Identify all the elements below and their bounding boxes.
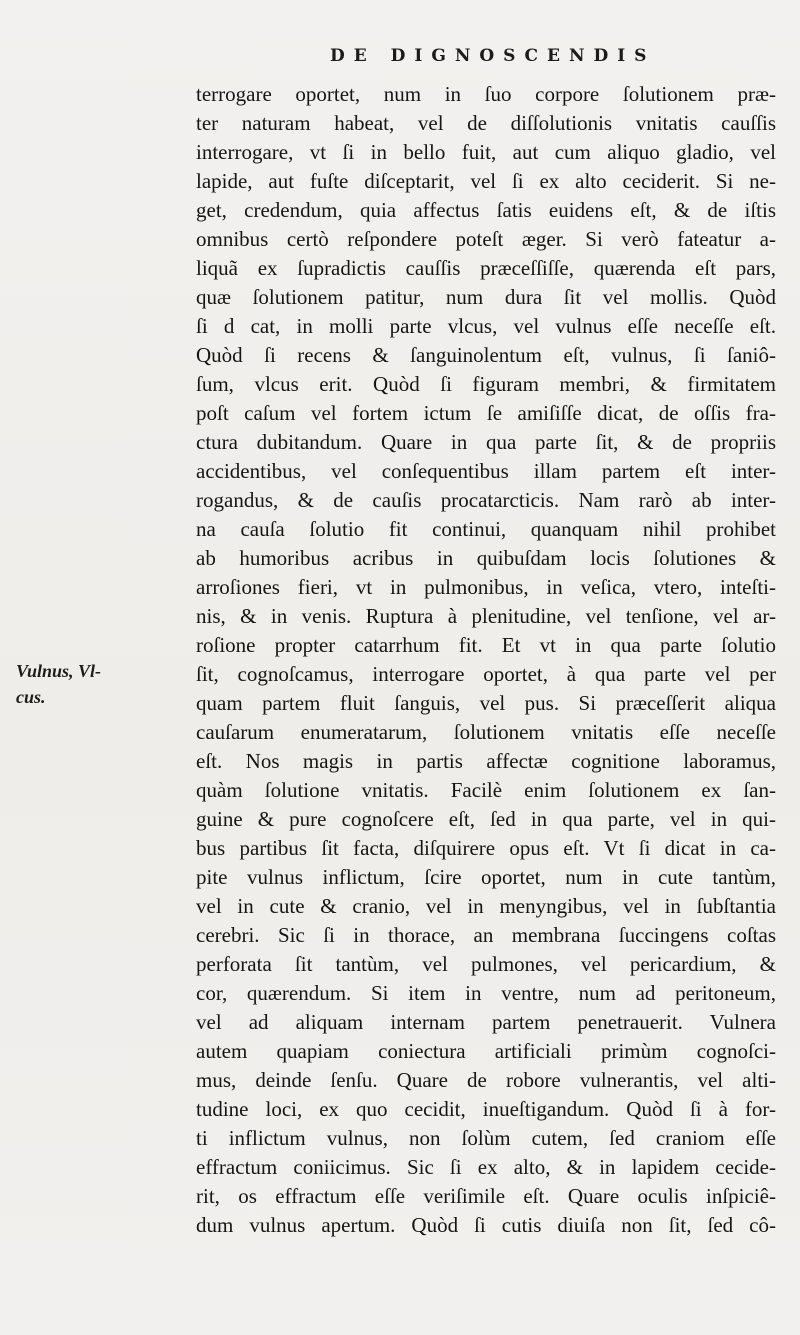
text-line: cauſarum enumeratarum, ſolutionem vnitatis eſſe neceſſe xyxy=(196,720,776,744)
text-line: effractum coniicimus. Sic ſi ex alto, & in lapidem cecide- xyxy=(196,1155,776,1179)
text-line: ti inflictum vulnus, non ſolùm cutem, ſed craniom eſſe xyxy=(196,1126,776,1150)
text-line: roſione propter catarrhum fit. Et vt in qua parte ſolutio xyxy=(196,633,776,657)
text-line: mus, deinde ſenſu. Quare de robore vulnerantis, vel alti- xyxy=(196,1068,776,1092)
text-line: nis, & in venis. Ruptura à plenitudine, vel tenſione, vel ar- xyxy=(196,604,776,628)
text-line: rogandus, & de cauſis procatarcticis. Nam rarò ab inter- xyxy=(196,488,776,512)
text-line: perforata ſit tantùm, vel pulmones, vel pericardium, & xyxy=(196,952,776,976)
margin-note xyxy=(16,658,136,710)
text-line: lapide, aut fuſte diſceptarit, vel ſi ex alto ceciderit. Si ne- xyxy=(196,169,776,193)
text-line: ſi d cat, in molli parte vlcus, vel vulnus eſſe neceſſe eſt. xyxy=(196,314,776,338)
text-line: eſt. Nos magis in partis affectæ cognitione laboramus, xyxy=(196,749,776,773)
text-line: liquã ex ſupradictis cauſſis præceſſiſſe, quærenda eſt pars, xyxy=(196,256,776,280)
text-line: rit, os effractum eſſe veriſimile eſt. Quare oculis inſpiciê- xyxy=(196,1184,776,1208)
text-line: cor, quærendum. Si item in ventre, num ad peritoneum, xyxy=(196,981,776,1005)
text-line: quæ ſolutionem patitur, num dura ſit vel mollis. Quòd xyxy=(196,285,776,309)
body-text xyxy=(196,80,776,1240)
text-line: dum vulnus apertum. Quòd ſi cutis diuiſa non ſit, ſed cô- xyxy=(196,1213,776,1237)
text-line: ſum, vlcus erit. Quòd ſi figuram membri, & firmitatem xyxy=(196,372,776,396)
text-line: quam partem fluit ſanguis, vel pus. Si præceſſerit aliqua xyxy=(196,691,776,715)
text-line: interrogare, vt ſi in bello fuit, aut cum aliquo gladio, vel xyxy=(196,140,776,164)
text-line: guine & pure cognoſcere eſt, ſed in qua parte, vel in qui- xyxy=(196,807,776,831)
text-line: bus partibus ſit facta, diſquirere opus eſt. Vt ſi dicat in ca- xyxy=(196,836,776,860)
text-line: quàm ſolutione vnitatis. Facilè enim ſolutionem ex ſan- xyxy=(196,778,776,802)
text-line: get, credendum, quia affectus ſatis euidens eſt, & de iſtis xyxy=(196,198,776,222)
text-line: ſit, cognoſcamus, interrogare oportet, à qua parte vel per xyxy=(196,662,776,686)
running-head: DE DIGNOSCENDIS xyxy=(330,46,656,66)
text-line: terrogare oportet, num in ſuo corpore ſolutionem præ- xyxy=(196,82,776,106)
text-line: vel ad aliquam internam partem penetrauerit. Vulnera xyxy=(196,1010,776,1034)
text-line: tudine loci, ex quo cecidit, inueſtigandum. Quòd ſi à for- xyxy=(196,1097,776,1121)
text-line: poſt caſum vel fortem ictum ſe amiſiſſe dicat, de oſſis fra- xyxy=(196,401,776,425)
text-line: autem quapiam coniectura artificiali primùm cognoſci- xyxy=(196,1039,776,1063)
text-line: pite vulnus inflictum, ſcire oportet, num in cute tantùm, xyxy=(196,865,776,889)
margin-note-line: Vulnus, Vl- xyxy=(16,661,102,681)
text-line: ter naturam habeat, vel de diſſolutionis vnitatis cauſſis xyxy=(196,111,776,135)
text-line: ab humoribus acribus in quibuſdam locis ſolutiones & xyxy=(196,546,776,570)
text-line: na cauſa ſolutio fit continui, quanquam nihil prohibet xyxy=(196,517,776,541)
text-line: accidentibus, vel conſequentibus illam partem eſt inter- xyxy=(196,459,776,483)
text-line: cerebri. Sic ſi in thorace, an membrana ſuccingens coſtas xyxy=(196,923,776,947)
text-line: Quòd ſi recens & ſanguinolentum eſt, vulnus, ſi ſaniô- xyxy=(196,343,776,367)
text-line: ctura dubitandum. Quare in qua parte ſit, & de propriis xyxy=(196,430,776,454)
text-line: arroſiones fieri, vt in pulmonibus, in veſica, vtero, inteſti- xyxy=(196,575,776,599)
text-line: omnibus certò reſpondere poteſt æger. Si verò fateatur a- xyxy=(196,227,776,251)
margin-note-line: cus. xyxy=(16,687,46,707)
text-line: vel in cute & cranio, vel in menyngibus, vel in ſubſtantia xyxy=(196,894,776,918)
